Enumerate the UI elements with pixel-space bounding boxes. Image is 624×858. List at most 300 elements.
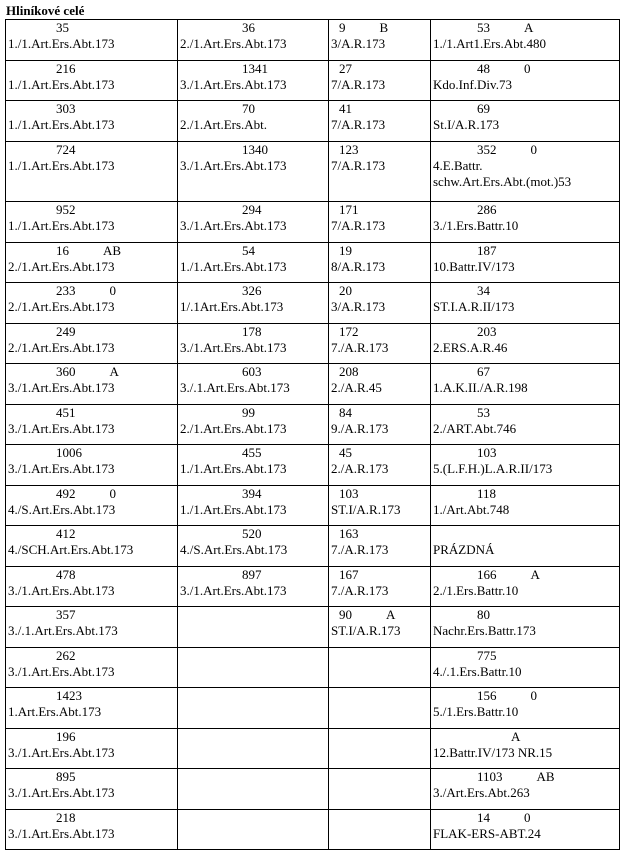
unit-label: FLAK-ERS-ABT.24 <box>433 826 541 841</box>
cell-header <box>8 364 175 380</box>
unit-label: 9./A.R.173 <box>331 421 389 436</box>
table-cell <box>329 283 431 324</box>
cell-header <box>180 243 326 259</box>
unit-label: 3./1.Ers.Battr.10 <box>433 218 519 233</box>
cell-header <box>331 607 428 623</box>
table-cell <box>431 729 620 769</box>
cell-header <box>8 688 175 704</box>
unit-label: 7/A.R.173 <box>331 77 386 92</box>
table-cell <box>329 364 431 405</box>
table-cell <box>329 445 431 486</box>
cell-header <box>331 20 428 36</box>
unit-label: 3./1.Art.Ers.Abt.173 <box>180 158 287 173</box>
table-row <box>6 324 620 364</box>
item-number: 103 <box>477 445 497 460</box>
cell-header <box>8 486 175 502</box>
table-cell <box>178 445 329 486</box>
cell-header <box>8 445 175 461</box>
cell-header <box>331 810 428 826</box>
table-cell <box>329 142 431 202</box>
cell-header <box>331 486 428 502</box>
table-cell <box>431 20 620 61</box>
table-cell <box>6 20 178 61</box>
cell-header <box>180 405 326 421</box>
item-letter: 0 <box>530 142 537 157</box>
table-cell <box>329 405 431 445</box>
item-number: 34 <box>477 283 490 298</box>
table-row <box>6 405 620 445</box>
cell-header <box>180 61 326 77</box>
table-cell <box>6 445 178 486</box>
item-letter: B <box>379 20 389 35</box>
item-number: 897 <box>242 567 262 582</box>
unit-label: 3./1.Art.Ers.Abt.173 <box>8 785 115 800</box>
cell-header <box>433 486 617 502</box>
cell-header <box>433 769 617 785</box>
cell-header <box>433 20 617 36</box>
table-cell <box>329 648 431 688</box>
cell-header <box>180 324 326 340</box>
cell-header <box>331 283 428 299</box>
item-number: 36 <box>242 20 255 35</box>
item-number: 326 <box>242 283 262 298</box>
item-number: 451 <box>56 405 76 420</box>
cell-header <box>433 526 617 542</box>
unit-label: 2./A.R.173 <box>331 461 389 476</box>
item-number: 1006 <box>56 445 82 460</box>
unit-label: 7/A.R.173 <box>331 218 386 233</box>
cell-header <box>331 101 428 117</box>
unit-label: 1./1.Art.Ers.Abt.173 <box>180 461 287 476</box>
cell-header <box>8 283 175 299</box>
item-number: 412 <box>56 526 76 541</box>
table-cell <box>329 101 431 142</box>
cell-header <box>8 61 175 77</box>
unit-label: ST.I/A.R.173 <box>331 502 401 517</box>
table-cell <box>329 486 431 526</box>
unit-label: 3/A.R.173 <box>331 36 386 51</box>
unit-label: 1./1.Art.Ers.Abt.173 <box>8 218 115 233</box>
table-row <box>6 729 620 769</box>
item-letter: 0 <box>109 486 116 501</box>
unit-label: 3./1.Art.Ers.Abt.173 <box>8 421 115 436</box>
table-cell <box>178 486 329 526</box>
unit-label: 3./1.Art.Ers.Abt.173 <box>8 461 115 476</box>
unit-label: 1./1.Art.Ers.Abt.173 <box>8 77 115 92</box>
unit-label: 3./1.Art.Ers.Abt.173 <box>180 583 287 598</box>
cell-header <box>8 729 175 745</box>
unit-label: 3./1.Art.Ers.Abt.173 <box>8 745 115 760</box>
unit-label: Nachr.Ers.Battr.173 <box>433 623 536 638</box>
table-cell <box>329 729 431 769</box>
item-number: 492 <box>56 486 76 501</box>
cell-header <box>8 526 175 542</box>
item-number: 80 <box>477 607 490 622</box>
cell-header <box>180 283 326 299</box>
item-number: 478 <box>56 567 76 582</box>
table-cell <box>6 769 178 810</box>
unit-label: PRÁZDNÁ <box>433 542 495 557</box>
item-letter: 0 <box>109 283 116 298</box>
item-number: 163 <box>339 526 359 541</box>
unit-label: 1.A.K.II./A.R.198 <box>433 380 528 395</box>
table-cell <box>178 243 329 283</box>
cell-header <box>8 769 175 785</box>
unit-label: 3./.1.Art.Ers.Abt.173 <box>8 623 118 638</box>
cell-header <box>433 202 617 218</box>
table-cell <box>6 61 178 101</box>
cell-header <box>180 607 326 623</box>
item-number: 103 <box>339 486 359 501</box>
table-cell <box>6 729 178 769</box>
item-number: 45 <box>339 445 352 460</box>
table-cell <box>178 20 329 61</box>
table-row <box>6 364 620 405</box>
table-cell <box>6 607 178 648</box>
item-number: 53 <box>477 405 490 420</box>
item-number: 48 <box>477 61 490 76</box>
item-number: 84 <box>339 405 352 420</box>
item-number: 216 <box>56 61 76 76</box>
table-cell <box>6 405 178 445</box>
item-letter: A <box>530 567 540 582</box>
table-cell <box>431 324 620 364</box>
cell-header <box>180 526 326 542</box>
cell-header <box>180 364 326 380</box>
cell-header <box>8 243 175 259</box>
item-number: 35 <box>56 20 69 35</box>
table-cell <box>6 202 178 243</box>
table-cell <box>178 61 329 101</box>
cell-header <box>8 20 175 36</box>
table-cell <box>431 243 620 283</box>
table-cell <box>178 202 329 243</box>
cell-header <box>433 364 617 380</box>
table-cell <box>178 567 329 607</box>
cell-header <box>180 20 326 36</box>
table-row <box>6 688 620 729</box>
item-number: 53 <box>477 20 490 35</box>
table-cell <box>431 688 620 729</box>
item-number: 203 <box>477 324 497 339</box>
cell-header <box>433 729 617 745</box>
unit-label: 2.ERS.A.R.46 <box>433 340 508 355</box>
cell-header <box>331 567 428 583</box>
item-number: 54 <box>242 243 255 258</box>
cell-header <box>433 101 617 117</box>
unit-label: 8/A.R.173 <box>331 259 386 274</box>
table-cell <box>6 648 178 688</box>
table-row <box>6 810 620 850</box>
table-cell <box>431 607 620 648</box>
table-cell <box>431 567 620 607</box>
item-number: 67 <box>477 364 490 379</box>
table-cell <box>431 202 620 243</box>
table-cell <box>6 486 178 526</box>
cell-header <box>180 729 326 745</box>
cell-header <box>433 405 617 421</box>
unit-label: ST.I.A.R.II/173 <box>433 299 515 314</box>
table-row <box>6 769 620 810</box>
item-number: 1423 <box>56 688 82 703</box>
table-cell <box>431 142 620 202</box>
table-row <box>6 202 620 243</box>
item-number: 775 <box>477 648 497 663</box>
cell-header <box>331 688 428 704</box>
table-cell <box>329 688 431 729</box>
cell-header <box>8 142 175 158</box>
table-cell <box>431 364 620 405</box>
item-number: 208 <box>339 364 359 379</box>
table-cell <box>329 567 431 607</box>
cell-header <box>180 101 326 117</box>
item-number: 171 <box>339 202 359 217</box>
table-cell <box>178 688 329 729</box>
cell-header <box>8 324 175 340</box>
item-number: 294 <box>242 202 262 217</box>
cell-header <box>331 445 428 461</box>
table-cell <box>178 810 329 850</box>
item-number: 99 <box>242 405 255 420</box>
table-cell <box>178 729 329 769</box>
item-number: 166 <box>477 567 497 582</box>
item-number: 9 <box>339 20 346 35</box>
table-row <box>6 101 620 142</box>
cell-header <box>8 648 175 664</box>
cell-header <box>180 202 326 218</box>
item-number: 724 <box>56 142 76 157</box>
item-number: 249 <box>56 324 76 339</box>
table-cell <box>6 688 178 729</box>
unit-label: 3./1.Art.Ers.Abt.173 <box>180 77 287 92</box>
unit-label: 2./A.R.45 <box>331 380 382 395</box>
item-number: 895 <box>56 769 76 784</box>
unit-label: 1./Art.Abt.748 <box>433 502 510 517</box>
cell-header <box>331 769 428 785</box>
cell-header <box>433 445 617 461</box>
item-letter: AB <box>103 243 122 258</box>
item-number: 286 <box>477 202 497 217</box>
table-cell <box>329 810 431 850</box>
cell-header <box>180 445 326 461</box>
item-letter: 0 <box>524 61 531 76</box>
cell-header <box>331 243 428 259</box>
cell-header <box>8 405 175 421</box>
cell-header <box>433 283 617 299</box>
inventory-table-body <box>6 20 620 850</box>
item-number: 196 <box>56 729 76 744</box>
table-row <box>6 567 620 607</box>
table-cell <box>329 324 431 364</box>
unit-label: 3./Art.Ers.Abt.263 <box>433 785 530 800</box>
table-cell <box>178 607 329 648</box>
cell-header <box>331 729 428 745</box>
table-cell <box>178 405 329 445</box>
cell-header <box>433 567 617 583</box>
item-number: 394 <box>242 486 262 501</box>
inventory-table <box>5 19 620 850</box>
item-number: 952 <box>56 202 76 217</box>
item-number: 172 <box>339 324 359 339</box>
unit-label: 3./1.Art.Ers.Abt.173 <box>8 826 115 841</box>
item-number: 156 <box>477 688 497 703</box>
cell-header <box>180 769 326 785</box>
item-number: 16 <box>56 243 69 258</box>
cell-header <box>331 526 428 542</box>
unit-label: 1./1.Art.Ers.Abt.173 <box>8 36 115 51</box>
item-number: 70 <box>242 101 255 116</box>
table-cell <box>329 243 431 283</box>
cell-header <box>8 607 175 623</box>
table-cell <box>431 61 620 101</box>
table-cell <box>431 810 620 850</box>
cell-header <box>180 142 326 158</box>
unit-label: ST.I/A.R.173 <box>331 623 401 638</box>
item-number: 1340 <box>242 142 268 157</box>
item-letter: AB <box>536 769 555 784</box>
table-cell <box>6 567 178 607</box>
unit-label: 3./1.Art.Ers.Abt.173 <box>8 664 115 679</box>
unit-label: St.I/A.R.173 <box>433 117 500 132</box>
unit-label: 7./A.R.173 <box>331 542 389 557</box>
unit-label: 3/A.R.173 <box>331 299 386 314</box>
item-letter: 0 <box>530 688 537 703</box>
table-cell <box>431 648 620 688</box>
table-cell <box>329 607 431 648</box>
unit-label: 1./1.Art.Ers.Abt.173 <box>180 502 287 517</box>
item-number: 352 <box>477 142 497 157</box>
unit-label: 3./1.Art.Ers.Abt.173 <box>180 218 287 233</box>
item-number: 69 <box>477 101 490 116</box>
table-cell <box>6 324 178 364</box>
item-number: 262 <box>56 648 76 663</box>
unit-label: 1./1.Art.Ers.Abt.173 <box>180 259 287 274</box>
item-number: 167 <box>339 567 359 582</box>
table-cell <box>329 769 431 810</box>
table-row <box>6 526 620 567</box>
item-number: 360 <box>56 364 76 379</box>
unit-label: 12.Battr.IV/173 NR.15 <box>433 745 553 760</box>
cell-header <box>331 364 428 380</box>
cell-header <box>433 243 617 259</box>
item-letter: 0 <box>524 810 531 825</box>
cell-header <box>331 405 428 421</box>
table-cell <box>6 526 178 567</box>
cell-header <box>180 648 326 664</box>
table-cell <box>6 142 178 202</box>
unit-label: 1./1.Art.Ers.Abt.173 <box>8 158 115 173</box>
cell-header <box>331 324 428 340</box>
table-cell <box>178 283 329 324</box>
cell-header <box>8 567 175 583</box>
cell-header <box>180 567 326 583</box>
table-cell <box>178 648 329 688</box>
table-row <box>6 20 620 61</box>
table-cell <box>431 405 620 445</box>
item-letter: A <box>524 20 534 35</box>
unit-label: 10.Battr.IV/173 <box>433 259 515 274</box>
unit-label: 2./1.Art.Ers.Abt.173 <box>8 299 115 314</box>
item-number: 90 <box>339 607 352 622</box>
table-cell <box>178 142 329 202</box>
cell-header <box>331 61 428 77</box>
table-cell <box>431 526 620 567</box>
unit-label: 4./.1.Ers.Battr.10 <box>433 664 522 679</box>
table-row <box>6 283 620 324</box>
item-number: 178 <box>242 324 262 339</box>
table-cell <box>329 61 431 101</box>
table-cell <box>6 364 178 405</box>
unit-label: 4./S.Art.Ers.Abt.173 <box>8 502 116 517</box>
table-cell <box>178 769 329 810</box>
item-number: 20 <box>339 283 352 298</box>
table-cell <box>431 769 620 810</box>
unit-label: 5./1.Ers.Battr.10 <box>433 704 519 719</box>
item-letter: A <box>109 364 119 379</box>
item-number: 27 <box>339 61 352 76</box>
table-cell <box>6 283 178 324</box>
cell-header <box>433 607 617 623</box>
table-row <box>6 607 620 648</box>
table-cell <box>6 810 178 850</box>
item-letter: A <box>386 607 396 622</box>
cell-header <box>180 486 326 502</box>
item-number: 455 <box>242 445 262 460</box>
item-number: 1341 <box>242 61 268 76</box>
unit-label: 1./1.Art.Ers.Abt.173 <box>8 117 115 132</box>
unit-label: 2./1.Art.Ers.Abt. <box>180 117 268 132</box>
unit-label: 2./1.Art.Ers.Abt.173 <box>180 36 287 51</box>
cell-header <box>433 688 617 704</box>
unit-label: Kdo.Inf.Div.73 <box>433 77 512 92</box>
cell-header <box>433 810 617 826</box>
unit-label: 3./1.Art.Ers.Abt.173 <box>180 340 287 355</box>
cell-header <box>8 101 175 117</box>
table-cell <box>6 101 178 142</box>
table-cell <box>329 202 431 243</box>
unit-label: 1.Art.Ers.Abt.173 <box>8 704 102 719</box>
item-number: 233 <box>56 283 76 298</box>
item-number: 1103 <box>477 769 503 784</box>
page-title: Hliníkové celé <box>6 3 85 18</box>
unit-label: 4./SCH.Art.Ers.Abt.173 <box>8 542 134 557</box>
table-cell <box>329 526 431 567</box>
item-number: 303 <box>56 101 76 116</box>
unit-label: 2./1.Art.Ers.Abt.173 <box>8 340 115 355</box>
unit-label: 2./1.Art.Ers.Abt.173 <box>8 259 115 274</box>
item-number: 118 <box>477 486 497 501</box>
table-cell <box>6 243 178 283</box>
item-number: 19 <box>339 243 352 258</box>
cell-header <box>331 648 428 664</box>
cell-header <box>433 142 617 158</box>
unit-label: 1./1.Art1.Ers.Abt.480 <box>433 36 547 51</box>
unit-label: 1/.1Art.Ers.Abt.173 <box>180 299 284 314</box>
cell-header <box>331 202 428 218</box>
table-cell <box>178 101 329 142</box>
cell-header <box>180 810 326 826</box>
table-cell <box>431 283 620 324</box>
unit-label: 7./A.R.173 <box>331 340 389 355</box>
unit-label: 2./ART.Abt.746 <box>433 421 517 436</box>
cell-header <box>433 61 617 77</box>
table-row <box>6 648 620 688</box>
table-cell <box>178 364 329 405</box>
table-row <box>6 243 620 283</box>
unit-label: 7/A.R.173 <box>331 117 386 132</box>
unit-label: 4.E.Battr. schw.Art.Ers.Abt.(mot.)53 <box>433 158 572 189</box>
unit-label: 4./S.Art.Ers.Abt.173 <box>180 542 288 557</box>
